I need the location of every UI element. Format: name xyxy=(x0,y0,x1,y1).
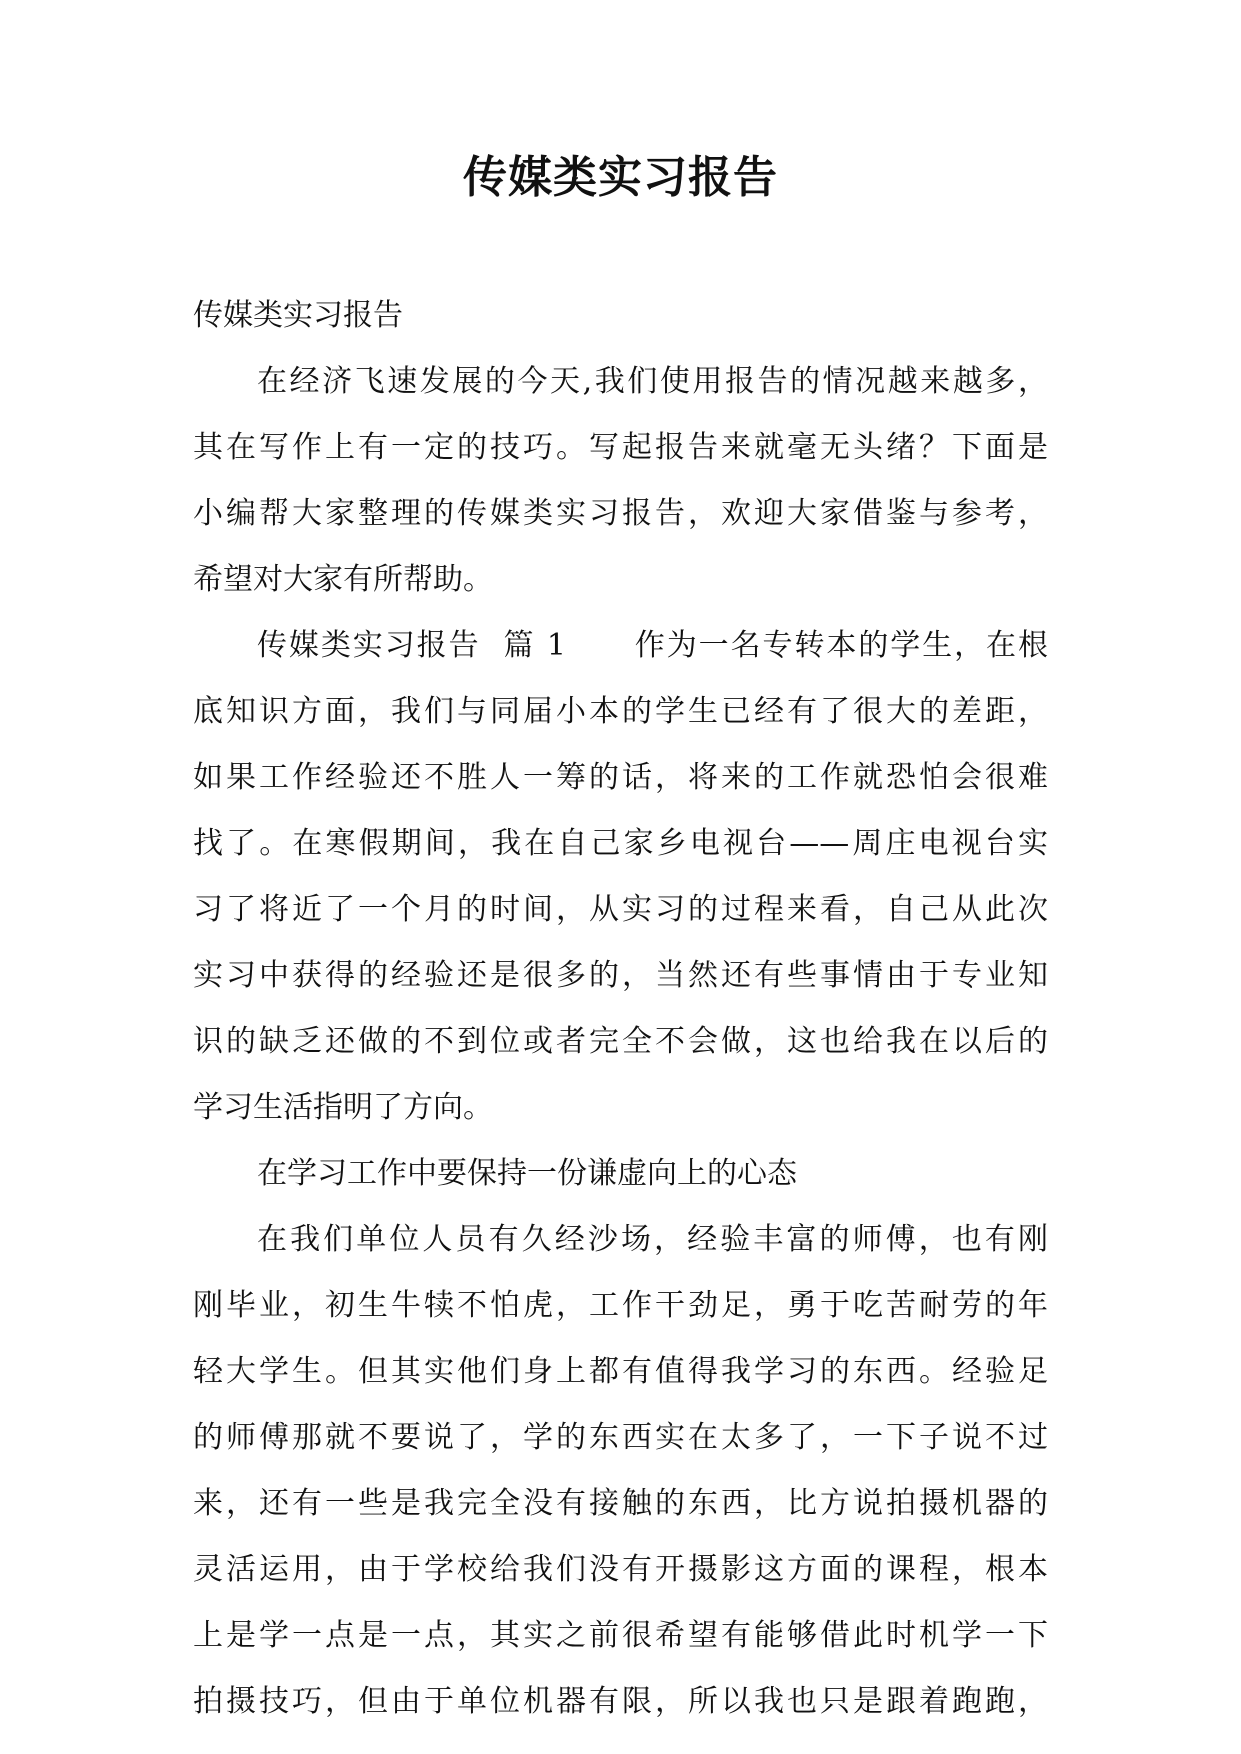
body-line: 小编帮大家整理的传媒类实习报告，欢迎大家借鉴与参考， xyxy=(193,496,1048,531)
document-body xyxy=(193,283,1048,1735)
body-line: 识的缺乏还做的不到位或者完全不会做，这也给我在以后的 xyxy=(193,1024,1048,1059)
body-line: 上是学一点是一点，其实之前很希望有能够借此时机学一下 xyxy=(193,1618,1048,1653)
body-line: 刚毕业，初生牛犊不怕虎，工作干劲足，勇于吃苦耐劳的年 xyxy=(193,1288,1048,1323)
body-line: 其在写作上有一定的技巧。写起报告来就毫无头绪？下面是 xyxy=(193,430,1048,465)
body-line: 如果工作经验还不胜人一筹的话，将来的工作就恐怕会很难 xyxy=(193,760,1048,795)
body-line: 希望对大家有所帮助。 xyxy=(193,562,493,597)
section-heading: 在学习工作中要保持一份谦虚向上的心态 xyxy=(257,1156,797,1191)
body-line: 习了将近了一个月的时间，从实习的过程来看，自己从此次 xyxy=(193,892,1048,927)
body-line: 传媒类实习报告 xyxy=(193,298,403,333)
body-line: 灵活运用，由于学校给我们没有开摄影这方面的课程，根本 xyxy=(193,1552,1048,1587)
body-line: 在经济飞速发展的今天,我们使用报告的情况越来越多， xyxy=(257,364,1048,399)
body-line: 轻大学生。但其实他们身上都有值得我学习的东西。经验足 xyxy=(193,1354,1048,1389)
body-line: 在我们单位人员有久经沙场，经验丰富的师傅，也有刚 xyxy=(257,1222,1048,1257)
body-line: 实习中获得的经验还是很多的，当然还有些事情由于专业知 xyxy=(193,958,1048,993)
body-line: 找了。在寒假期间，我在自己家乡电视台——周庄电视台实 xyxy=(193,826,1048,861)
body-line: 学习生活指明了方向。 xyxy=(193,1090,493,1125)
body-line: 拍摄技巧，但由于单位机器有限，所以我也只是跟着跑跑， xyxy=(193,1684,1048,1719)
body-line: 的师傅那就不要说了，学的东西实在太多了，一下子说不过 xyxy=(193,1420,1048,1455)
document-title: 传媒类实习报告 xyxy=(463,152,778,203)
body-line: 来，还有一些是我完全没有接触的东西，比方说拍摄机器的 xyxy=(193,1486,1048,1521)
body-line: 底知识方面，我们与同届小本的学生已经有了很大的差距， xyxy=(193,694,1048,729)
body-line: 传媒类实习报告 篇 1 作为一名专转本的学生，在根 xyxy=(257,628,1048,663)
